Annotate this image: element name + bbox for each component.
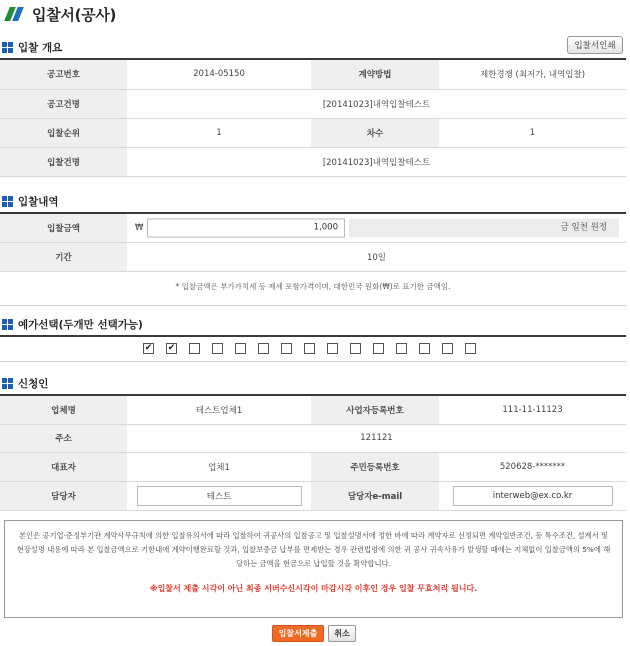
ceo-label: 대표자 [0,452,127,481]
price-checkbox[interactable] [350,343,361,354]
price-checkbox[interactable] [304,343,315,354]
manager-label: 담당자 [0,481,127,510]
overview-table [0,60,626,177]
notice-name-label: 공고건명 [0,89,127,118]
amount-label: 입찰금액 [0,214,127,242]
amount-korean-text: 금 일천 원정 [349,218,619,237]
divider-line [0,305,626,306]
price-checkbox[interactable] [373,343,384,354]
biz-no-value: 111-11-11123 [439,396,626,424]
contract-method-value: 제한경쟁 (최저가, 내역입찰) [439,60,626,89]
section-header-overview [2,40,62,55]
notice-no-value: 2014-05150 [127,60,311,89]
price-checkbox[interactable] [327,343,338,354]
section-grid-icon [2,196,13,207]
amount-note: * 입찰금액은 부가가치세 등 제세 포함가격이며, 대한민국 원화(₩)로 표기한 금액임. [175,282,451,291]
title-slash-icon [4,7,26,21]
address-value: 121121 [127,424,626,452]
price-checkbox[interactable] [396,343,407,354]
agreement-box [4,520,623,618]
price-checkbox[interactable] [281,343,292,354]
applicant-table [0,396,626,511]
notice-no-label: 공고번호 [0,60,127,89]
submit-bid-button[interactable]: 입찰서제출 [272,625,324,642]
page-title: 입찰서(공사) [32,5,117,24]
price-checkbox-row [0,337,626,361]
section-grid-icon [2,378,13,389]
price-checkbox[interactable] [258,343,269,354]
round-value: 1 [439,118,626,147]
section-title: 신청인 [18,378,49,390]
period-label: 기간 [0,242,127,271]
section-title: 입찰내역 [18,196,59,208]
period-value: 10일 [127,242,626,271]
section-header-applicant [2,376,48,391]
price-checkbox[interactable] [465,343,476,354]
bid-amount-input[interactable] [147,218,345,237]
print-bid-button[interactable]: 입찰서인쇄 [567,36,623,54]
price-checkbox[interactable] [189,343,200,354]
bid-rank-value: 1 [127,118,311,147]
price-checkbox[interactable] [212,343,223,354]
section-header-bid-details [2,194,59,209]
notice-name-value: [20141023]내역입찰테스트 [127,89,626,118]
email-input[interactable] [453,486,613,506]
resident-no-value: 520628-******* [439,452,626,481]
biz-no-label: 사업자등록번호 [311,396,439,424]
section-title: 입찰 개요 [18,42,63,54]
bid-name-label: 입찰건명 [0,147,127,176]
address-label: 주소 [0,424,127,452]
price-checkbox[interactable] [442,343,453,354]
page-title-bar [0,0,116,28]
amount-cell [127,214,626,242]
ceo-value: 업체1 [127,452,311,481]
section-grid-icon [2,42,13,53]
section-title: 예가선택(두개만 선택가능) [18,319,143,331]
agreement-text: 본인은 공기업·준정부기관 계약사무규칙에 의한 입찰유의서에 따라 입찰하여 귀공사의 입찰공고 및 입찰설명서에 정한 바에 따라 계약자로 선정되면 계약일반조건, 동 특수조건, 설계서 및 현장설명 내용에 따라 본 입찰금액으로 기한내에 계약이행완료할 것과, 입찰보증금 납부를 면제받는 경우 관련법령에 의한 귀 공사 귀속사유가 발생할 때에는 지체없이 입찰금액의 5%에 해당하는 금액을 현금으로 납입할 것을 확약합니다. [16,531,611,568]
price-checkbox[interactable]: ✔ [144,343,153,353]
round-label: 차수 [311,118,439,147]
price-checkbox[interactable]: ✔ [167,343,176,353]
resident-no-label: 주민등록번호 [311,452,439,481]
currency-symbol: ₩ [135,222,144,233]
price-checkbox[interactable] [235,343,246,354]
section-header-price-selection [2,317,143,332]
email-label: 담당자e-mail [311,481,439,510]
company-label: 업체명 [0,396,127,424]
divider-line [0,361,626,362]
price-checkbox[interactable] [419,343,430,354]
contract-method-label: 계약방법 [311,60,439,89]
cancel-button[interactable]: 취소 [328,625,356,642]
bid-name-value: [20141023]내역입찰테스트 [127,147,626,176]
section-grid-icon [2,319,13,330]
deadline-warning: ※입찰서 제출 시각이 아닌 최종 서버수신시각이 마감시각 이후인 경우 입찰 무효처리 됩니다. [149,584,478,593]
manager-input[interactable] [137,486,302,506]
email-cell [439,481,626,510]
manager-cell [127,481,311,510]
company-value: 테스트업체1 [127,396,311,424]
bid-details-table [0,214,626,272]
bid-rank-label: 입찰순위 [0,118,127,147]
